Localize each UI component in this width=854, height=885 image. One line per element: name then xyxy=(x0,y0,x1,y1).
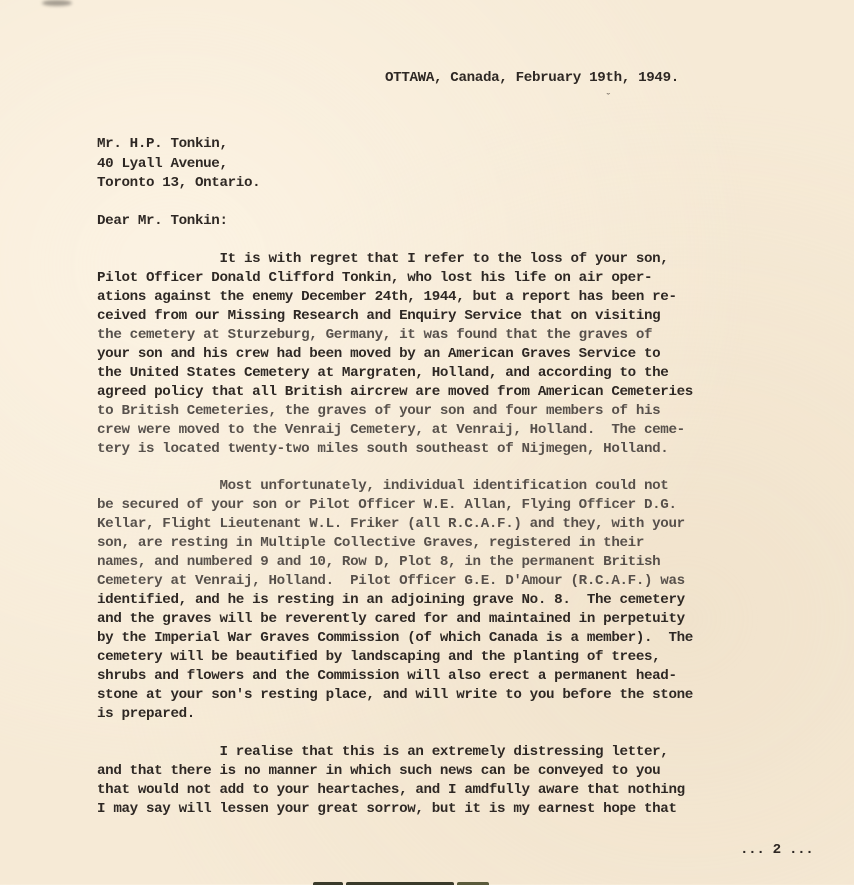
text-line: and the graves will be reverently cared for and maintained in perpetuity xyxy=(97,611,685,627)
text-line: Pilot Officer Donald Clifford Tonkin, who lost his life on air oper- xyxy=(97,270,653,286)
text-line: tery is located twenty-two miles south southeast of Nijmegen, Holland. xyxy=(97,441,669,457)
text-line: ations against the enemy December 24th, 1944, but a report has been re- xyxy=(97,289,677,305)
text-line: cemetery will be beautified by landscaping and the planting of trees, xyxy=(97,649,661,665)
text-line: to British Cemeteries, the graves of your son and four members of his xyxy=(97,403,661,419)
text-line: crew were moved to the Venraij Cemetery, at Venraij, Holland. The ceme- xyxy=(97,422,685,438)
text-line: is prepared. xyxy=(97,706,195,722)
address-line-1: Mr. H.P. Tonkin, xyxy=(97,136,228,152)
text-line: Most unfortunately, individual identification could not xyxy=(97,478,669,494)
text-line: agreed policy that all British aircrew are moved from American Cemeteries xyxy=(97,384,693,400)
text-line: be secured of your son or Pilot Officer W.E. Allan, Flying Officer D.G. xyxy=(97,497,677,513)
page-continuation: ... 2 ... xyxy=(740,842,814,858)
text-line: by the Imperial War Graves Commission (of which Canada is a member). The xyxy=(97,630,693,646)
text-line: and that there is no manner in which such news can be conveyed to you xyxy=(97,763,661,779)
text-line: I realise that this is an extremely distressing letter, xyxy=(97,744,669,760)
text-line: I may say will lessen your great sorrow, but it is my earnest hope that xyxy=(97,801,677,817)
text-line: your son and his crew had been moved by an American Graves Service to xyxy=(97,346,661,362)
text-line: the cemetery at Sturzeburg, Germany, it was found that the graves of xyxy=(97,327,653,343)
text-line: ceived from our Missing Research and Enquiry Service that on visiting xyxy=(97,308,661,324)
text-line: the United States Cemetery at Margraten, Holland, and according to the xyxy=(97,365,669,381)
text-line: identified, and he is resting in an adjoining grave No. 8. The cemetery xyxy=(97,592,685,608)
pencil-mark: ˇ xyxy=(605,93,612,105)
text-line: son, are resting in Multiple Collective Graves, registered in their xyxy=(97,535,644,551)
text-line: It is with regret that I refer to the loss of your son, xyxy=(97,251,669,267)
text-line: that would not add to your heartaches, and I amdfully aware that nothing xyxy=(97,782,685,798)
dateline: OTTAWA, Canada, February 19th, 1949. xyxy=(385,70,679,86)
text-line: stone at your son's resting place, and will write to you before the stone xyxy=(97,687,693,703)
text-line: shrubs and flowers and the Commission will also erect a permanent head- xyxy=(97,668,677,684)
salutation: Dear Mr. Tonkin: xyxy=(97,213,228,229)
text-line: Cemetery at Venraij, Holland. Pilot Officer G.E. D'Amour (R.C.A.F.) was xyxy=(97,573,685,589)
ink-smudge xyxy=(42,0,72,6)
address-line-2: 40 Lyall Avenue, xyxy=(97,156,228,172)
text-line: Kellar, Flight Lieutenant W.L. Friker (all R.C.A.F.) and they, with your xyxy=(97,516,685,532)
address-line-3: Toronto 13, Ontario. xyxy=(97,175,261,191)
text-line: names, and numbered 9 and 10, Row D, Plot 8, in the permanent British xyxy=(97,554,661,570)
